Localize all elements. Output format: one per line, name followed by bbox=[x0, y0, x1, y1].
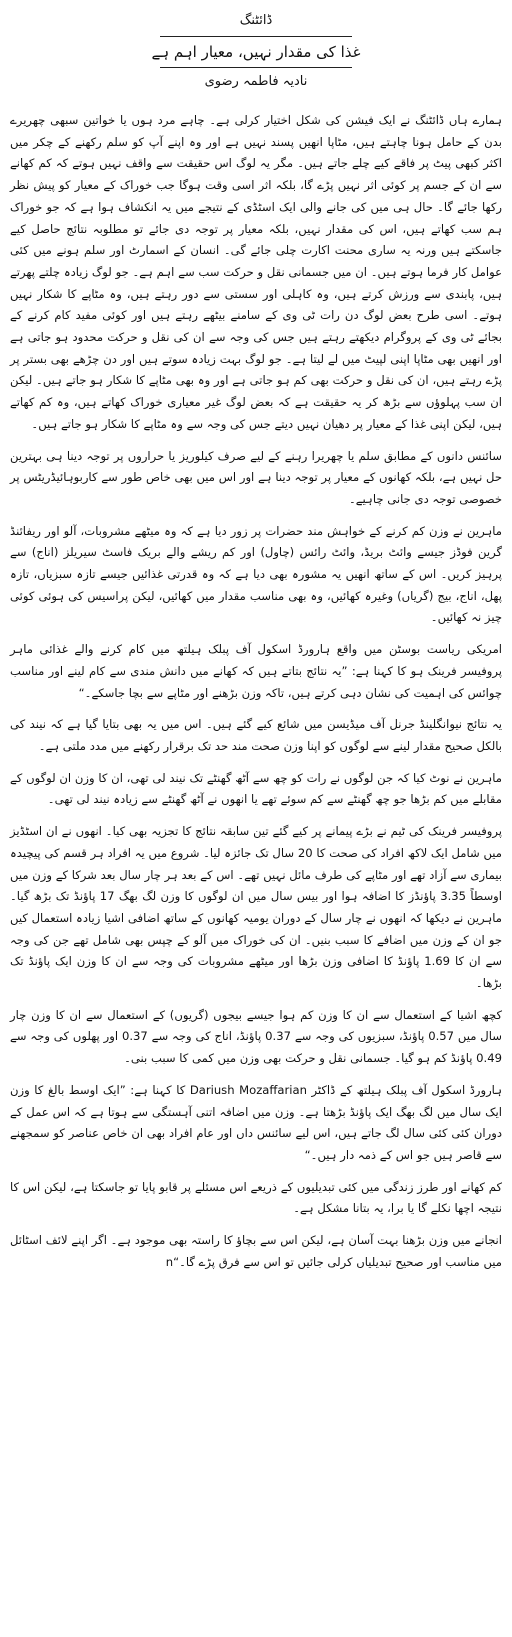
paragraph-7: پروفیسر فرینک کی ٹیم نے بڑے پیمانے پر کیے گئے تین سابقہ نتائج کا تجزیہ بھی کیا۔ انھوں نے ان اسٹڈیز میں شامل ایک لاکھ افراد کی صحت کا 20 سال تک جائزہ لیا۔ شروع میں یہ افراد ہر قسم کی پیچیدہ بیماری سے آزاد تھے اور مٹاپے کی طرف مائل نہیں تھے۔ اس کے بعد ہر چار سال بعد شرکا کے وزن میں اوسطاً 3.35 پاؤنڈز کا اضافہ ہوا اور بیس سال میں ان لوگوں کا وزن لگ بھگ 17 پاؤنڈ تک بڑھ گیا۔ ماہرین نے دیکھا کہ انھوں نے چار سال کے دوران یومیہ کھانوں کے ساتھ اضافی اشیا زیادہ استعمال کیں جو ان کے وزن میں اضافے کا سبب بنیں۔ ان کی خوراک میں آلو کے چپس بھی شامل تھے جن کی وجہ سے ان کا 1.69 پاؤنڈ کا اضافی وزن بڑھا اور میٹھے مشروبات کی وجہ سے ان کا وزن ایک پاؤنڈ تک بڑھا۔ bbox=[10, 824, 502, 991]
paragraph-1: ہمارے ہاں ڈائٹنگ نے ایک فیشن کی شکل اختیار کرلی ہے۔ چاہے مرد ہوں یا خواتین سبھی چھریرے بدن کے حامل ہونا چاہتے ہیں، مٹاپا انھیں پسند نہیں ہے اور وہ اپنے آپ کو سلم رکھنے کے چکر میں اکثر کبھی پیٹ پر فاقے کیے چلے جاتے ہیں۔ مگر یہ لوگ اس حقیقت سے واقف نہیں ہوتے کہ کم کھانے سے ان کے جسم پر کوئی اثر نہیں پڑے گا، بلکہ اثر اسی وقت ہوگا جب خوراک کے معیار کو پیش نظر رکھا جائے گا۔ حال ہی میں کی جانے والی ایک اسٹڈی کے نتیجے میں یہ انکشاف ہوا ہے کہ جو خوراک ہم سب کھاتے ہیں، اس کی مقدار نہیں، بلکہ معیار پر توجہ دی جائے تو مطلوبہ نتائج حاصل کیے جاسکتے ہیں ورنہ یہ ساری محنت اکارت چلی جائے گی۔ انسان کے اسمارٹ اور سلم ہونے میں کئی عوامل کار فرما ہوتے ہیں۔ ان میں جسمانی نقل و حرکت سب سے اہم ہے۔ جو لوگ زیادہ چلتے پھرتے ہیں، پابندی سے ورزش کرتے ہیں، وہ کاہلی اور سستی سے دور رہتے ہیں، وہ مٹاپے کا شکار نہیں ہوتے۔ اسی طرح بعض لوگ دن رات ٹی وی کے سامنے بیٹھے رہتے ہیں اور کوئی مفید کام کرنے کے بجائے ٹی وی کے پروگرام دیکھتے رہتے ہیں جس کی وجہ سے ان کی نقل و حرکت محدود ہو جاتی ہے اور انھیں بھی مٹاپا اپنی لپیٹ میں لے لیتا ہے۔ جو لوگ بہت زیادہ سوتے ہیں اور دن چڑھے بھی بستر پر پڑے رہتے ہیں، ان کی نقل و حرکت بھی کم ہو جاتی ہے اور وہ بھی مٹاپے کا شکار ہو جاتے ہیں۔ لیکن ان سب پہلوؤں سے بڑھ کر یہ حقیقت ہے کہ بعض لوگ غیر معیاری خوراک کھاتے ہیں، وہ کم کھاتے ہیں، لیکن اپنی غذا کے معیار پر دھیان نہیں دیتے جس کی وجہ سے وہ مٹاپے کا شکار ہو جاتے ہیں۔ bbox=[10, 113, 502, 431]
paragraph-2: سائنس دانوں کے مطابق سلم یا چھریرا رہنے کے لیے صرف کیلوریز یا حراروں پر توجہ دینا ہی بہترین حل نہیں ہے، بلکہ کھانوں کے معیار پر توجہ دینا ہے اور اس میں بھی خاص طور سے کاربوہائیڈریٹس پر خصوصی توجہ دی جانی چاہیے۔ bbox=[10, 448, 502, 506]
paragraph-6: ماہرین نے نوٹ کیا کہ جن لوگوں نے رات کو چھ سے آٹھ گھنٹے تک نیند لی تھی، ان کا وزن ان لوگوں کے مقابلے میں کم بڑھا جو چھ گھنٹے سے کم سوئے تھے یا انھوں نے آٹھ گھنٹے سے زیادہ نیند لی تھی۔ bbox=[10, 770, 502, 807]
paragraph-9: ہارورڈ اسکول آف پبلک ہیلتھ کے ڈاکٹر Dariush Mozaffarian کا کہنا ہے: ”ایک اوسط بالغ کا وزن ایک سال میں لگ بھگ ایک پاؤنڈ بڑھتا ہے۔ وزن میں اضافہ اتنی آہستگی سے ہوتا ہے کہ اس عمل کے دوران کئی کئی سال لگ جاتے ہیں، اس لیے سائنس داں اور عام افراد بھی ان خاص عناصر کو سمجھنے سے قاصر ہیں جو اس کے ذمہ دار ہیں۔“ bbox=[10, 1082, 503, 1162]
paragraph-8: کچھ اشیا کے استعمال سے ان کا وزن کم ہوا جیسے بیجوں (گریوں) کے استعمال سے ان کا وزن چار سال میں 0.57 پاؤنڈ، سبزیوں کی وجہ سے 0.37 پاؤنڈ، اناج کی وجہ سے 0.37 اور پھلوں کی وجہ سے 0.49 پاؤنڈ کم ہو گیا۔ جسمانی نقل و حرکت بھی وزن میں کمی کا سبب بنی۔ bbox=[10, 1007, 502, 1066]
paragraph-10: کم کھانے اور طرز زندگی میں کئی تبدیلیوں کے ذریعے اس مسئلے پر قابو پایا تو جاسکتا ہے، لیکن اس کا نتیجہ اچھا نکلے گا یا برا، یہ بتانا مشکل ہے۔ bbox=[10, 1179, 502, 1216]
article-body bbox=[10, 110, 502, 1273]
article-kicker: ڈائٹنگ bbox=[239, 13, 273, 28]
article-headline: غذا کی مقدار نہیں، معیار اہم ہے bbox=[151, 43, 361, 61]
paragraph-4: امریکی ریاست بوسٹن میں واقع ہارورڈ اسکول آف پبلک ہیلتھ میں کام کرنے والے غذائی ماہر پروفیسر فرینک ہو کا کہنا ہے: ”یہ نتائج بتاتے ہیں کہ کھانے میں دانش مندی سے کام لینے اور مناسب چوائس کی اہمیت کی نشان دہی کرتے ہیں، تاکہ وزن بڑھنے اور مٹاپے سے بچا جاسکے۔“ bbox=[10, 642, 502, 700]
paragraph-11: انجانے میں وزن بڑھنا بہت آسان ہے، لیکن اس سے بچاؤ کا راستہ بھی موجود ہے۔ اگر اپنے لائف اسٹائل میں مناسب اور صحیح تبدیلیاں کرلی جائیں تو اس سے فرق پڑے گا۔“n bbox=[10, 1233, 502, 1269]
article-header bbox=[10, 0, 502, 96]
paragraph-3: ماہرین نے وزن کم کرنے کے خواہش مند حضرات پر زور دیا ہے کہ وہ میٹھے مشروبات، آلو اور ریفائنڈ گرین فوڈز جیسے وائٹ بریڈ، وائٹ رائس (چاول) اور کم ریشے والے بریک فاسٹ سیریلز (اناج) سے پرہیز کریں۔ اس کے ساتھ انھیں یہ مشورہ بھی دیا ہے کہ وہ قدرتی غذائیں جیسے تازہ سبزیاں، تازہ پھل، اناج، بیج (گریاں) وغیرہ کھائیں، وہ بھی مناسب مقدار میں کھائیں، لیکن پراسیس کی ہوئی کوئی چیز نہ کھائیں۔ bbox=[10, 523, 502, 625]
article-byline: نادیہ فاطمہ رضوی bbox=[204, 74, 308, 89]
paragraph-5: یہ نتائج نیوانگلینڈ جرنل آف میڈیسن میں شائع کیے گئے ہیں۔ اس میں یہ بھی بتایا گیا ہے کہ نیند کی بالکل صحیح مقدار لینے سے لوگوں کو اپنا وزن صحت مند حد تک برقرار رکھنے میں مدد ملتی ہے۔ bbox=[10, 717, 502, 753]
